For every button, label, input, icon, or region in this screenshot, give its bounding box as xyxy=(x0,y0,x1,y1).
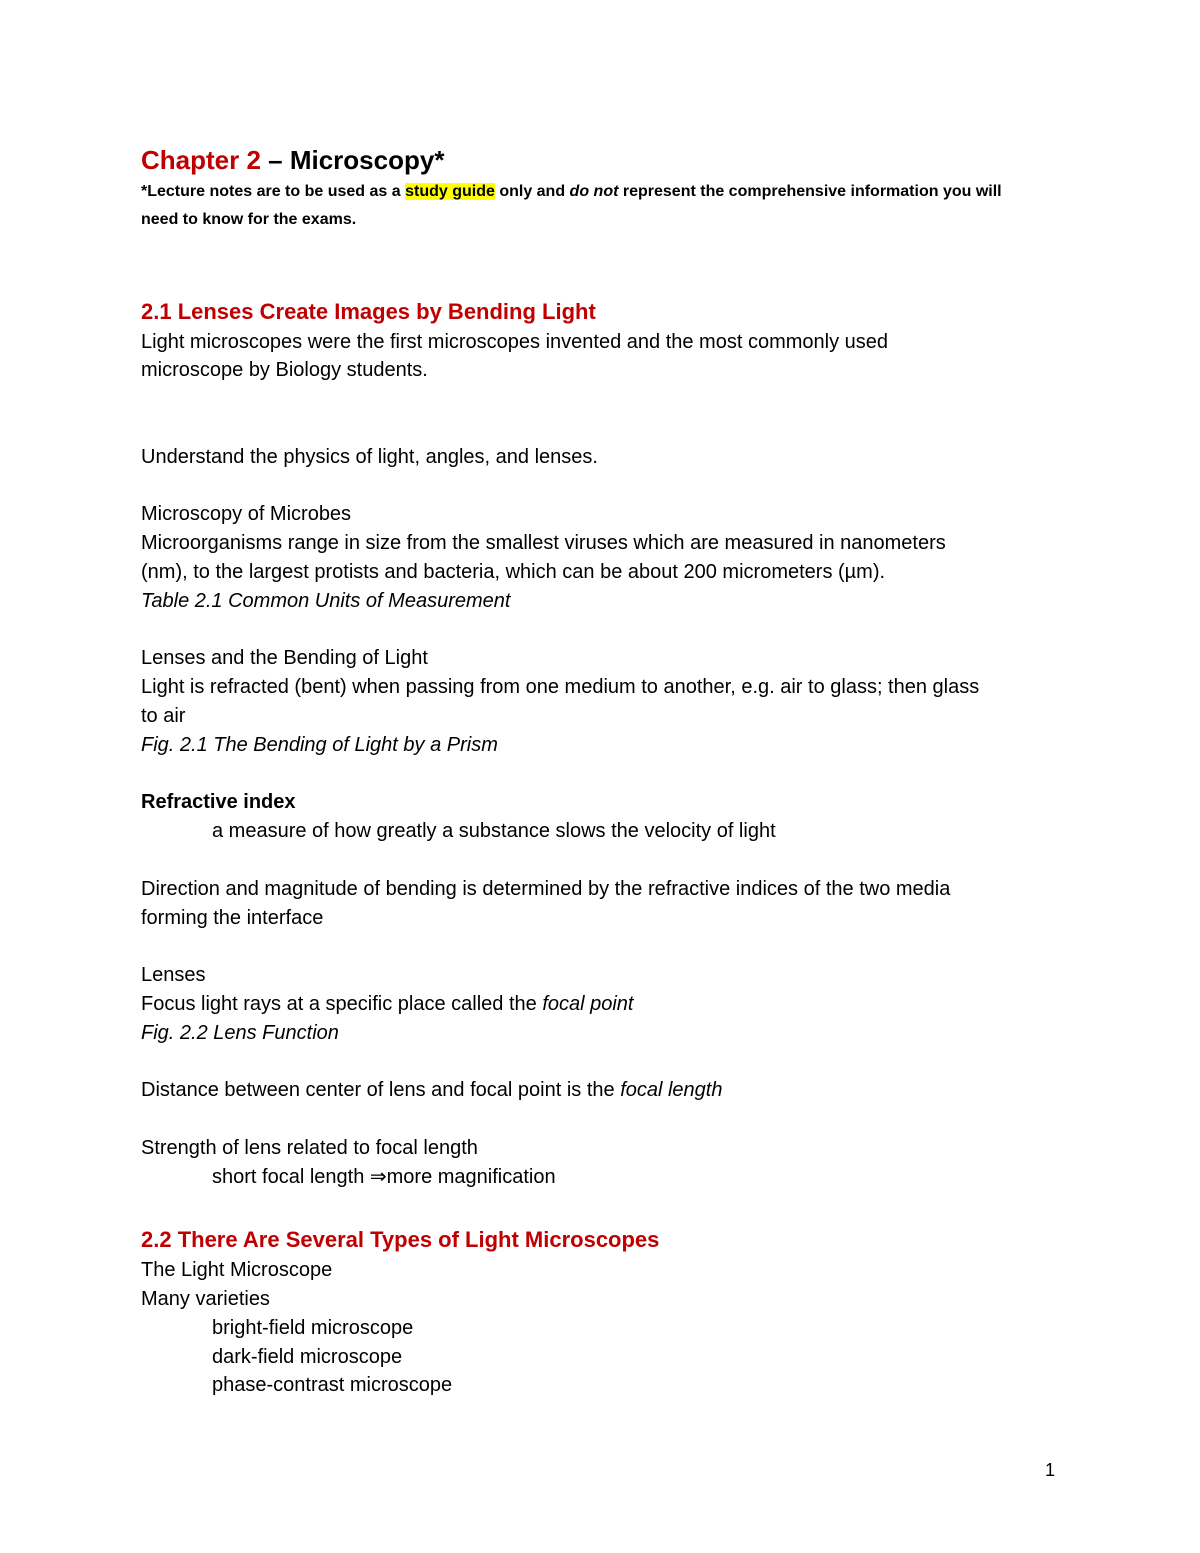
disclaimer-line-2: need to know for the exams. xyxy=(141,211,357,228)
refractive-index-definition: a measure of how greatly a substance slows the velocity of light xyxy=(212,820,776,843)
strength-detail: short focal length ⇒more magnification xyxy=(212,1165,556,1188)
chapter-title xyxy=(141,142,1061,178)
intro-line-1: Light microscopes were the first microscopes invented and the most commonly used xyxy=(141,330,889,353)
understand-physics: Understand the physics of light, angles, and lenses. xyxy=(141,445,598,468)
page-content xyxy=(141,142,1061,1400)
highlighted-study-guide: study guide xyxy=(405,183,495,200)
disclaimer-italic: do not xyxy=(569,183,619,200)
focus-text: Focus light rays at a specific place called the xyxy=(141,992,543,1015)
variety-item: phase-contrast microscope xyxy=(212,1374,453,1397)
focal-point-term: focal point xyxy=(542,992,634,1015)
bending-line-2: to air xyxy=(141,704,186,727)
page-number: 1 xyxy=(1045,1460,1056,1480)
chapter-topic: Microscopy* xyxy=(289,145,445,175)
refractive-index-term: Refractive index xyxy=(141,791,296,814)
figure-reference-2-1: Fig. 2.1 The Bending of Light by a Prism xyxy=(141,733,498,756)
disclaimer-line-1 xyxy=(141,178,1061,206)
variety-item: bright-field microscope xyxy=(212,1316,414,1339)
bending-subtitle: Lenses and the Bending of Light xyxy=(141,647,428,670)
direction-line-2: forming the interface xyxy=(141,906,324,929)
bending-line-1: Light is refracted (bent) when passing from one medium to another, e.g. air to glass; then glass xyxy=(141,676,980,699)
section-heading-2-1: 2.1 Lenses Create Images by Bending Light xyxy=(141,298,596,324)
microbes-line-1: Microorganisms range in size from the smallest viruses which are measured in nanometers xyxy=(141,532,946,555)
microbes-subtitle: Microscopy of Microbes xyxy=(141,503,352,526)
distance-text: Distance between center of lens and focal point is the xyxy=(141,1079,621,1102)
disclaimer-text-middle: only and xyxy=(494,183,570,200)
intro-line-2: microscope by Biology students. xyxy=(141,359,428,382)
distance-line xyxy=(141,1076,1061,1105)
variety-item: dark-field microscope xyxy=(212,1345,403,1368)
focus-line xyxy=(141,990,1061,1019)
direction-line-1: Direction and magnitude of bending is determined by the refractive indices of the two media xyxy=(141,877,951,900)
table-reference: Table 2.1 Common Units of Measurement xyxy=(141,589,511,612)
microbes-line-2: (nm), to the largest protists and bacteria, which can be about 200 micrometers (µm). xyxy=(141,560,886,583)
lenses-subtitle: Lenses xyxy=(141,964,206,987)
section-heading-2-2: 2.2 There Are Several Types of Light Microscopes xyxy=(141,1227,660,1253)
focal-length-term: focal length xyxy=(620,1079,723,1102)
chapter-number: Chapter 2 xyxy=(141,145,261,175)
chapter-dash: – xyxy=(260,145,290,175)
disclaimer-text-start: *Lecture notes are to be used as a xyxy=(141,183,406,200)
strength-line: Strength of lens related to focal length xyxy=(141,1136,478,1159)
light-microscope-subtitle: The Light Microscope xyxy=(141,1259,333,1282)
many-varieties: Many varieties xyxy=(141,1288,270,1311)
figure-reference-2-2: Fig. 2.2 Lens Function xyxy=(141,1021,339,1044)
disclaimer-note xyxy=(141,178,1061,234)
disclaimer-text-end: represent the comprehensive information you will xyxy=(618,183,1002,200)
